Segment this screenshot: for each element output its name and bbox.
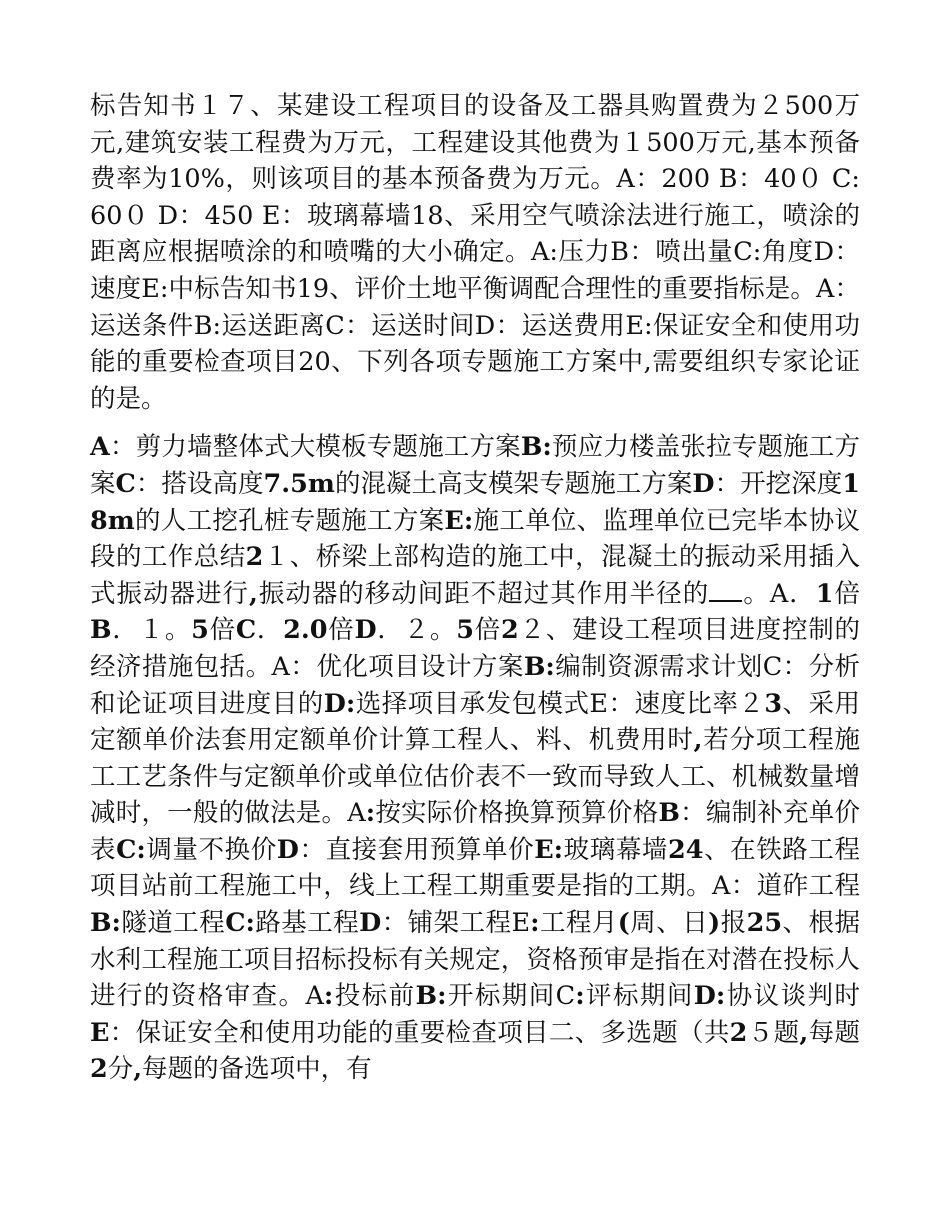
text-segment: 每题的备选项中，有 [142, 1054, 372, 1085]
text-segment: 振动器的移动间距不超过其作用半径的 [257, 578, 710, 609]
bold-text-segment: B: [523, 651, 555, 682]
bold-text-segment: C [115, 468, 136, 499]
bold-text-segment: 2 [90, 1054, 108, 1085]
paragraph-text: 标告知书１７、某建设工程项目的设备及工器具购置费为２500万元,建筑安装工程费为万元，工程建设其他费为１500万元,基本预备费率为10%，则该项目的基本预备费为万元。A：200 B：40０ C:60０ D：450 E：玻璃幕墙18、采用空气喷涂法进行施工，喷涂的距离应根据喷涂的和喷嘴的大小确定。A:压力B：喷出量C:角度D：速度E:中标告知书19、评价土地平衡调配合理性的重要指标是。A：运送条件B:运送距离C：运送时间D：运送费用E:保证安全和使用功能的重要检查项目20、下列各项专题施工方案中,需要组织专家论证的是。 [90, 91, 860, 414]
text-segment: 的人工挖孔桩专题施工方案 [134, 505, 445, 536]
bold-text-segment: E: [534, 834, 564, 865]
text-segment: ：铺架工程E [381, 908, 531, 939]
bold-text-segment: 18m [90, 468, 860, 536]
text-segment: 协议谈判时 [725, 981, 860, 1012]
bold-text-segment: B [658, 798, 680, 829]
bold-text-segment: D: [693, 981, 726, 1012]
bold-text-segment: B: [415, 981, 447, 1012]
text-segment: 工程月 [539, 908, 618, 939]
bold-text-segment: D [354, 615, 377, 646]
text-segment: ．１。 [111, 615, 192, 646]
text-segment: 隧道工程 [120, 908, 226, 939]
bold-text-segment: 7.5m [263, 468, 335, 499]
bold-text-segment: B: [520, 432, 552, 463]
text-segment: ：剪力墙整体式大模板专题施工方案 [109, 432, 521, 463]
text-segment: ５题 [747, 1017, 800, 1048]
bold-text-segment: 1 [815, 578, 834, 609]
text-segment: 编制资源需求计划C：分析和论证项目进度目的 [90, 651, 861, 719]
bold-text-segment: 2 [500, 615, 519, 646]
bold-text-segment: D [359, 908, 382, 939]
bold-text-segment: C: [116, 834, 146, 865]
bold-text-segment: 2.0 [283, 615, 328, 646]
text-segment: 报 [720, 908, 747, 939]
text-segment: 投标前 [333, 981, 416, 1012]
bold-text-segment: ) [708, 908, 721, 939]
text-segment: 每题 [808, 1017, 860, 1048]
document-page [90, 88, 860, 1088]
answer-blank [709, 577, 742, 602]
text-segment: 若分项工程施工工艺条件与定额单价或单位估价表不一致而导致人工、机械数量增减时，一般的做法是。A [90, 725, 860, 829]
text-segment: 的混凝土高支模架专题施工方案 [334, 468, 693, 499]
text-segment: ．２。 [376, 615, 457, 646]
text-segment: 倍 [327, 615, 355, 646]
bold-text-segment: : [323, 981, 334, 1012]
bold-text-segment: C: [225, 908, 255, 939]
text-segment: ． [256, 615, 284, 646]
bold-text-segment: 2 [245, 542, 264, 573]
bold-text-segment: 3 [764, 688, 783, 719]
bold-text-segment: , [133, 1054, 143, 1085]
text-segment: ：编制补充单价表 [90, 798, 860, 865]
text-segment: 分 [107, 1054, 134, 1085]
text-segment: 倍 [473, 615, 501, 646]
bold-text-segment: 25 [746, 908, 783, 939]
text-segment: 、根据水利工程施工项目招标投标有关规定，资格预审是指在对潜在投标人进行的资格审查。A [90, 908, 860, 1012]
bold-text-segment: B: [90, 908, 121, 939]
text-segment: 周、日 [629, 908, 709, 939]
text-segment: 调量不换价 [145, 834, 277, 865]
bold-text-segment: C [235, 615, 257, 646]
text-segment: 施工单位、监理单位已完毕本协议段的工作总结 [90, 505, 860, 573]
text-segment: 倍 [833, 578, 860, 609]
text-segment: 玻璃幕墙 [563, 834, 668, 865]
text-segment: 、在铁路工程项目站前工程施工中，线上工程工期重要是指的工期。A：道砟工程 [90, 834, 860, 902]
text-segment: 按实际价格换算预算价格 [375, 798, 659, 829]
text-segment: １、桥梁上部构造的施工中，混凝土的振动采用插入式振动器进行 [90, 542, 860, 609]
bold-text-segment: D [276, 834, 299, 865]
bold-text-segment: : [530, 908, 540, 939]
bold-text-segment: 5 [191, 615, 209, 646]
bold-text-segment: , [248, 578, 258, 609]
paragraph-questions-21-25 [90, 429, 860, 1088]
text-segment: 选择项目承发包模式E：速度比率２ [355, 688, 765, 719]
text-segment: ：开挖深度 [714, 468, 843, 499]
bold-text-segment: : [365, 798, 376, 829]
bold-text-segment: A [90, 432, 110, 463]
bold-text-segment: , [693, 725, 703, 756]
bold-text-segment: E [90, 1017, 110, 1048]
bold-text-segment: D [692, 468, 715, 499]
bold-text-segment: 5 [456, 615, 474, 646]
bold-text-segment: ( [617, 908, 630, 939]
bold-text-segment: D: [323, 688, 356, 719]
text-segment: 、采用定额单价法套用定额单价计算工程人、料、机费用时 [90, 688, 860, 756]
text-segment: 。A． [742, 578, 816, 609]
bold-text-segment: 2 [729, 1017, 748, 1048]
text-segment: 开标期间C [446, 981, 576, 1012]
bold-text-segment: 24 [667, 834, 704, 865]
text-segment: ：搭设高度 [135, 468, 264, 499]
bold-text-segment: : [575, 981, 585, 1012]
bold-text-segment: E: [444, 505, 474, 536]
text-segment: ２、建设工程项目进度控制的经济措施包括。A：优化项目设计方案 [90, 615, 860, 682]
text-segment: 预应力楼盖张拉专题施工方案 [90, 432, 860, 499]
text-segment: ：保证安全和使用功能的重要检查项目二、多选题（共 [109, 1017, 730, 1048]
text-segment: ：直接套用预算单价 [298, 834, 535, 865]
text-segment: 路基工程 [254, 908, 360, 939]
bold-text-segment: B [90, 615, 112, 646]
bold-text-segment: , [799, 1017, 809, 1048]
paragraph-questions-17-20 [90, 88, 860, 417]
text-segment: 评标期间 [584, 981, 694, 1012]
text-segment: 倍 [208, 615, 236, 646]
